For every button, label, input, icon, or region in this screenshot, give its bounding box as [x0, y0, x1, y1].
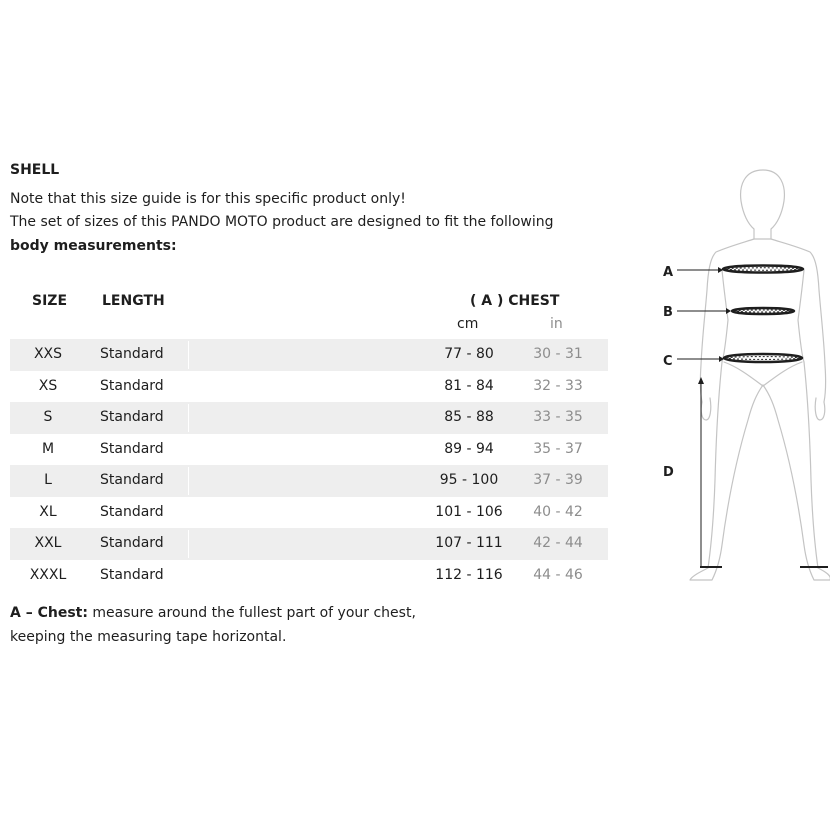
chest-cm-cell: 107 - 111 [435, 535, 503, 551]
chest-in-cell: 37 - 39 [533, 472, 583, 488]
table-row [10, 339, 608, 371]
size-table [10, 339, 608, 591]
note-line-3: body measurements: [10, 238, 177, 254]
chest-cm-cell: 101 - 106 [435, 503, 503, 520]
chest-in-cell: 35 - 37 [533, 440, 583, 457]
length-cell: Standard [100, 566, 164, 583]
chest-in-cell: 32 - 33 [533, 377, 583, 394]
table-row [10, 371, 608, 403]
chest-in-cell: 33 - 35 [533, 409, 583, 425]
length-cell: Standard [100, 377, 164, 394]
table-row [10, 465, 608, 497]
table-row [10, 560, 608, 592]
footnote-text-1: measure around the fullest part of your chest, [87, 605, 416, 621]
length-cell: Standard [100, 503, 164, 520]
size-cell: S [43, 409, 53, 425]
unit-cm-label: cm [457, 316, 479, 332]
chest-cm-cell: 77 - 80 [444, 346, 494, 362]
length-cell: Standard [100, 535, 164, 551]
marker-c-label: C [663, 354, 673, 369]
chest-cm-cell: 95 - 100 [439, 472, 499, 488]
size-cell: XS [38, 377, 58, 394]
chest-cm-cell: 112 - 116 [435, 566, 503, 583]
footnote-line-1 [10, 603, 416, 623]
column-header-length: LENGTH [102, 293, 165, 309]
size-cell: M [41, 440, 55, 457]
chest-in-cell: 44 - 46 [533, 566, 583, 583]
unit-in-label: in [550, 316, 563, 332]
chest-cm-cell: 81 - 84 [444, 377, 494, 394]
length-cell: Standard [100, 409, 164, 425]
marker-b-label: B [663, 305, 673, 320]
length-cell: Standard [100, 472, 164, 488]
size-cell: XL [39, 503, 57, 520]
table-row [10, 528, 608, 560]
footnote-label: A – Chest: [10, 605, 88, 621]
footnote-line-2: keeping the measuring tape horizontal. [10, 629, 287, 645]
table-row [10, 497, 608, 529]
size-cell: L [44, 472, 52, 488]
size-cell: XXL [34, 535, 62, 551]
chest-in-cell: 40 - 42 [533, 503, 583, 520]
note-line-1: Note that this size guide is for this specific product only! [10, 191, 406, 207]
column-header-chest: ( A ) CHEST [470, 293, 560, 309]
length-cell: Standard [100, 346, 164, 362]
chest-cm-cell: 85 - 88 [444, 409, 494, 425]
note-line-2: The set of sizes of this PANDO MOTO product are designed to fit the following [10, 214, 554, 230]
size-cell: XXXL [29, 566, 67, 583]
product-title: SHELL [10, 162, 60, 178]
chest-cm-cell: 89 - 94 [444, 440, 494, 457]
size-cell: XXS [33, 346, 63, 362]
chest-in-cell: 30 - 31 [533, 346, 583, 362]
marker-a-label: A [663, 265, 674, 280]
table-row [10, 434, 608, 466]
marker-d-label: D [663, 465, 674, 480]
length-cell: Standard [100, 440, 164, 457]
column-header-size: SIZE [32, 293, 68, 309]
chest-in-cell: 42 - 44 [533, 535, 583, 551]
table-row [10, 402, 608, 434]
body-measurement-figure [655, 160, 830, 590]
